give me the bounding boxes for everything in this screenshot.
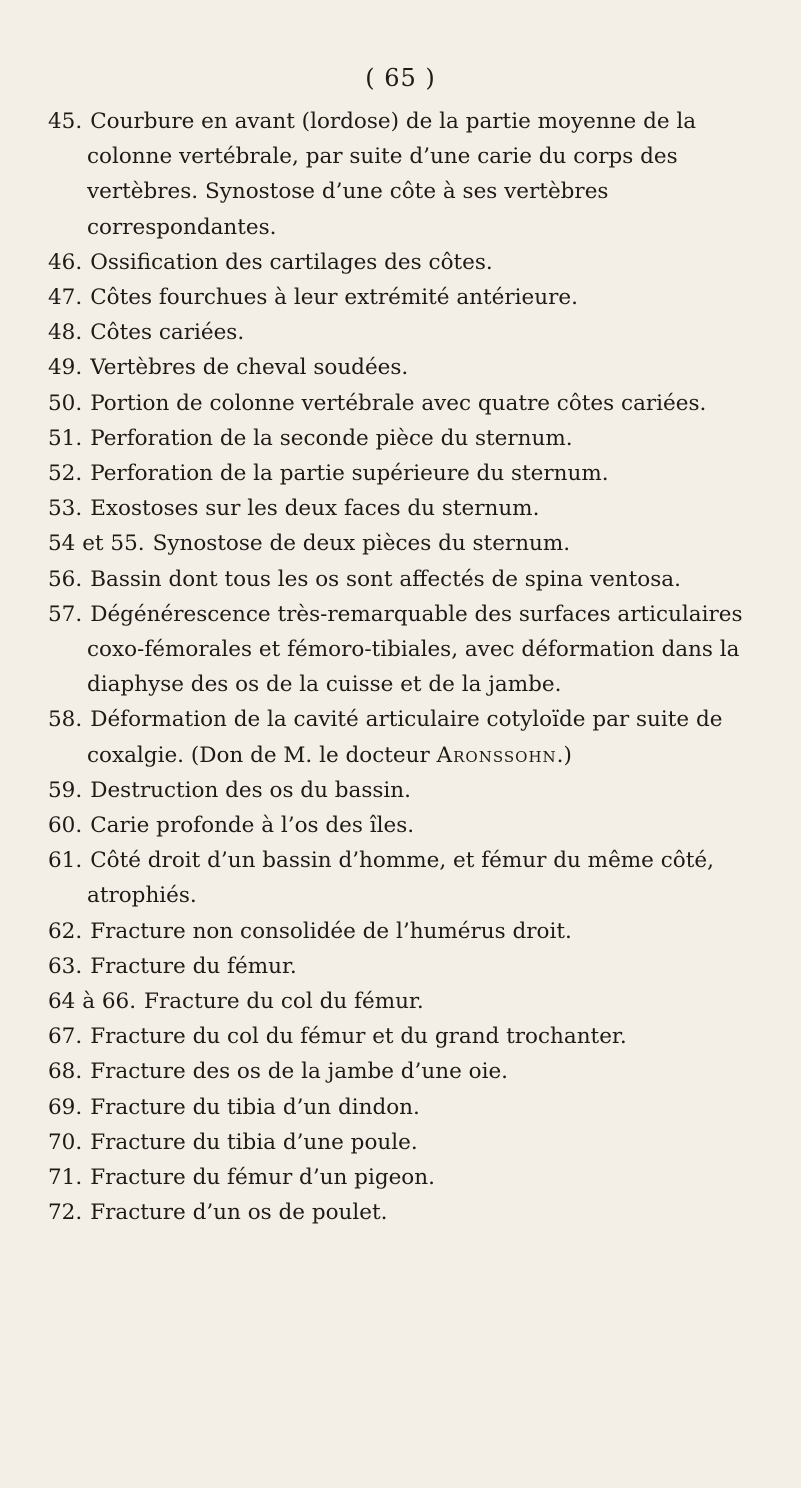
entry-number: 63. bbox=[48, 953, 83, 979]
entry-text: Fracture des os de la jambe d’une oie. bbox=[90, 1059, 509, 1085]
list-item bbox=[48, 350, 760, 385]
list-item bbox=[48, 773, 760, 808]
list-item bbox=[48, 315, 760, 350]
entry-number: 62. bbox=[48, 918, 83, 944]
list-item bbox=[48, 1090, 760, 1125]
entry-number: 54 et 55. bbox=[48, 531, 145, 557]
entry-text: Déformation de la cavité articulaire cotyloïde par suite de coxalgie. (Don de M. le docteur bbox=[87, 707, 723, 768]
entry-number: 53. bbox=[48, 496, 83, 522]
entry-text: Destruction des os du bassin. bbox=[90, 777, 411, 803]
list-item bbox=[48, 491, 760, 526]
entry-number: 47. bbox=[48, 285, 83, 311]
entry-suffix: .) bbox=[556, 742, 572, 768]
list-item bbox=[48, 984, 760, 1019]
list-item bbox=[48, 949, 760, 984]
entry-text: Vertèbres de cheval soudées. bbox=[90, 355, 409, 381]
list-item bbox=[48, 808, 760, 843]
list-item bbox=[48, 1160, 760, 1195]
list-item bbox=[48, 526, 760, 561]
entry-text: Fracture du col du fémur et du grand trochanter. bbox=[90, 1024, 627, 1050]
entry-number: 60. bbox=[48, 813, 83, 839]
entry-text: Courbure en avant (lordose) de la partie moyenne de la colonne vertébrale, par suite d’une carie du corps des vertèbres. Synostose d’une côte à ses vertèbres correspondantes. bbox=[87, 109, 697, 240]
list-item bbox=[48, 245, 760, 280]
donor-name: Aronssohn bbox=[436, 742, 557, 768]
list-item bbox=[48, 702, 760, 772]
list-item bbox=[48, 914, 760, 949]
list-item bbox=[48, 562, 760, 597]
entry-text: Côté droit d’un bassin d’homme, et fémur du même côté, atrophiés. bbox=[87, 848, 714, 909]
entry-number: 64 à 66. bbox=[48, 989, 137, 1015]
entry-number: 52. bbox=[48, 461, 83, 487]
entry-number: 57. bbox=[48, 601, 83, 627]
entry-text: Perforation de la partie supérieure du sternum. bbox=[90, 461, 609, 487]
entry-number: 56. bbox=[48, 566, 83, 592]
entry-text: Dégénérescence très-remarquable des surfaces articulaires coxo-fémorales et fémoro-tibiales, avec déformation dans la diaphyse des os de la cuisse et de la jambe. bbox=[87, 601, 743, 698]
list-item bbox=[48, 1054, 760, 1089]
list-item bbox=[48, 843, 760, 913]
entry-number: 69. bbox=[48, 1094, 83, 1120]
entry-number: 51. bbox=[48, 425, 83, 451]
list-item bbox=[48, 1019, 760, 1054]
entry-number: 45. bbox=[48, 109, 83, 134]
list-item bbox=[48, 104, 760, 245]
entry-number: 50. bbox=[48, 390, 83, 416]
entry-text: Fracture d’un os de poulet. bbox=[90, 1200, 388, 1226]
entry-number: 58. bbox=[48, 707, 83, 733]
entry-number: 49. bbox=[48, 355, 83, 381]
list-item bbox=[48, 456, 760, 491]
entry-text: Ossification des cartilages des côtes. bbox=[90, 249, 493, 275]
list-item bbox=[48, 597, 760, 703]
entry-number: 71. bbox=[48, 1165, 83, 1191]
entry-text: Bassin dont tous les os sont affectés de spina ventosa. bbox=[90, 566, 681, 592]
entry-text: Fracture du tibia d’une poule. bbox=[90, 1129, 418, 1155]
entry-text: Exostoses sur les deux faces du sternum. bbox=[90, 496, 540, 522]
entry-text: Fracture du tibia d’un dindon. bbox=[90, 1094, 420, 1120]
entry-list bbox=[48, 104, 760, 1231]
list-item bbox=[48, 386, 760, 421]
list-item bbox=[48, 1195, 760, 1230]
entry-number: 70. bbox=[48, 1129, 83, 1155]
entry-number: 59. bbox=[48, 777, 83, 803]
entry-text: Carie profonde à l’os des îles. bbox=[90, 813, 415, 839]
entry-number: 72. bbox=[48, 1200, 83, 1226]
entry-text: Fracture du col du fémur. bbox=[144, 989, 424, 1015]
entry-number: 48. bbox=[48, 320, 83, 346]
entry-text: Synostose de deux pièces du sternum. bbox=[152, 531, 571, 557]
list-item bbox=[48, 280, 760, 315]
entry-text: Portion de colonne vertébrale avec quatre côtes cariées. bbox=[90, 390, 707, 416]
entry-text: Côtes cariées. bbox=[90, 320, 245, 346]
list-item bbox=[48, 421, 760, 456]
list-item bbox=[48, 1125, 760, 1160]
entry-text: Perforation de la seconde pièce du sternum. bbox=[90, 425, 573, 451]
entry-number: 68. bbox=[48, 1059, 83, 1085]
entry-number: 61. bbox=[48, 848, 83, 874]
entry-number: 67. bbox=[48, 1024, 83, 1050]
entry-number: 46. bbox=[48, 249, 83, 275]
entry-text: Fracture non consolidée de l’humérus droit. bbox=[90, 918, 572, 944]
page-number: ( 65 ) bbox=[365, 64, 436, 92]
entry-text: Fracture du fémur. bbox=[90, 953, 297, 979]
entry-text: Côtes fourchues à leur extrémité antérieure. bbox=[90, 285, 578, 311]
entry-text: Fracture du fémur d’un pigeon. bbox=[90, 1165, 435, 1191]
